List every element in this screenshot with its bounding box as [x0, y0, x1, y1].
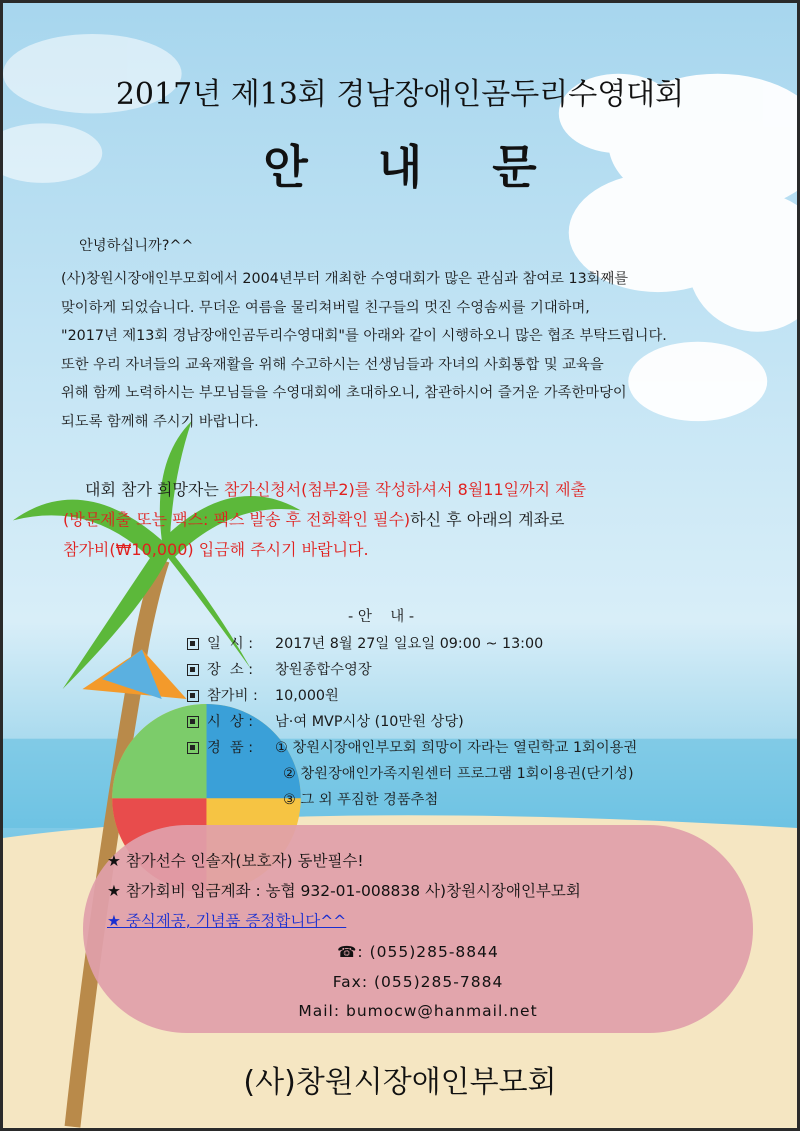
notice-box — [83, 825, 753, 1033]
square-bullet-icon — [187, 716, 199, 728]
info-row-prizes — [187, 735, 637, 761]
apply-paragraph — [63, 475, 763, 565]
page-title: 2017년 제13회 경남장애인곰두리수영대회 — [115, 77, 685, 112]
apply-text: 대회 참가 희망자는 — [85, 480, 224, 499]
intro-line: 위해 함께 노력하시는 부모님들을 수영대회에 초대하오니, 참관하시어 즐거운 가족한마당이 — [61, 385, 627, 401]
square-bullet-icon — [187, 742, 199, 754]
info-label: 장 소 : — [207, 662, 254, 678]
info-label: 시 상 : — [207, 714, 254, 730]
intro-line: 되도록 함께해 주시기 바랍니다. — [61, 413, 259, 430]
info-row-award — [187, 709, 637, 735]
info-value: 창원종합수영장 — [275, 662, 372, 678]
info-label: 일 시 : — [207, 636, 254, 652]
greeting-text: 안녕하십니까?^^ — [79, 238, 194, 254]
contact-phone: ☎: (055)285-8844 — [337, 943, 499, 961]
apply-text: 하신 후 아래의 계좌로 — [410, 510, 565, 529]
intro-line: "2017년 제13회 경남장애인곰두리수영대회"를 아래와 같이 시행하오니 많은 협조 부탁드립니다. — [61, 328, 667, 344]
contact-mail: Mail: bumocw@hanmail.net — [298, 1002, 538, 1020]
intro-line: 또한 우리 자녀들의 교육재활을 위해 수고하시는 선생님들과 자녀의 사회통합 및 교육을 — [61, 356, 604, 373]
prize-item: ② 창원장애인가족지원센터 프로그램 1회이용권(단기성) — [283, 766, 634, 782]
info-label: 참가비 : — [207, 688, 258, 704]
intro-paragraph — [61, 265, 761, 436]
info-value: 10,000원 — [275, 688, 339, 704]
intro-line: (사)창원시장애인부모회에서 2004년부터 개최한 수영대회가 많은 관심과 참여로 13회째를 — [61, 271, 629, 287]
square-bullet-icon — [187, 638, 199, 650]
square-bullet-icon — [187, 664, 199, 676]
info-value: ① 창원시장애인부모회 희망이 자라는 열린학교 1회이용권 — [275, 740, 638, 756]
apply-highlight: 참가비(₩10,000) 입금해 주시기 바랍니다. — [63, 540, 369, 559]
notice-account: ★ 참가회비 입금계좌 : 농협 932-01-008838 사)창원시장애인부모회 — [107, 882, 581, 900]
apply-highlight: 참가신청서(첨부2)를 작성하셔서 8월11일까지 제출 — [223, 480, 587, 499]
info-row-place — [187, 657, 637, 683]
notice-guardian: ★ 참가선수 인솔자(보호자) 동반필수! — [107, 852, 364, 870]
info-row-date — [187, 631, 637, 657]
intro-line: 맞이하게 되었습니다. 무더운 여름을 물리쳐버릴 친구들의 멋진 수영솜씨를 기대하며, — [61, 299, 590, 316]
guide-info-list — [187, 631, 637, 813]
info-value: 남·여 MVP시상 (10만원 상당) — [275, 714, 464, 730]
info-value: 2017년 8월 27일 일요일 09:00 ~ 13:00 — [275, 636, 544, 652]
prize-item: ③ 그 외 푸짐한 경품추첨 — [283, 792, 439, 808]
notice-lunch-link[interactable]: ★ 중식제공, 기념품 증정합니다^^ — [107, 912, 347, 930]
guide-heading: - 안 내 - — [348, 609, 415, 625]
info-label: 경 품 : — [207, 740, 254, 756]
apply-highlight: (방문제출 또는 팩스: 팩스 발송 후 전화확인 필수) — [63, 510, 411, 529]
contact-fax: Fax: (055)285-7884 — [332, 973, 504, 991]
page-subtitle: 안내문 — [263, 140, 607, 194]
square-bullet-icon — [187, 690, 199, 702]
info-row-fee — [187, 683, 637, 709]
organization-footer: (사)창원시장애인부모회 — [243, 1065, 557, 1100]
